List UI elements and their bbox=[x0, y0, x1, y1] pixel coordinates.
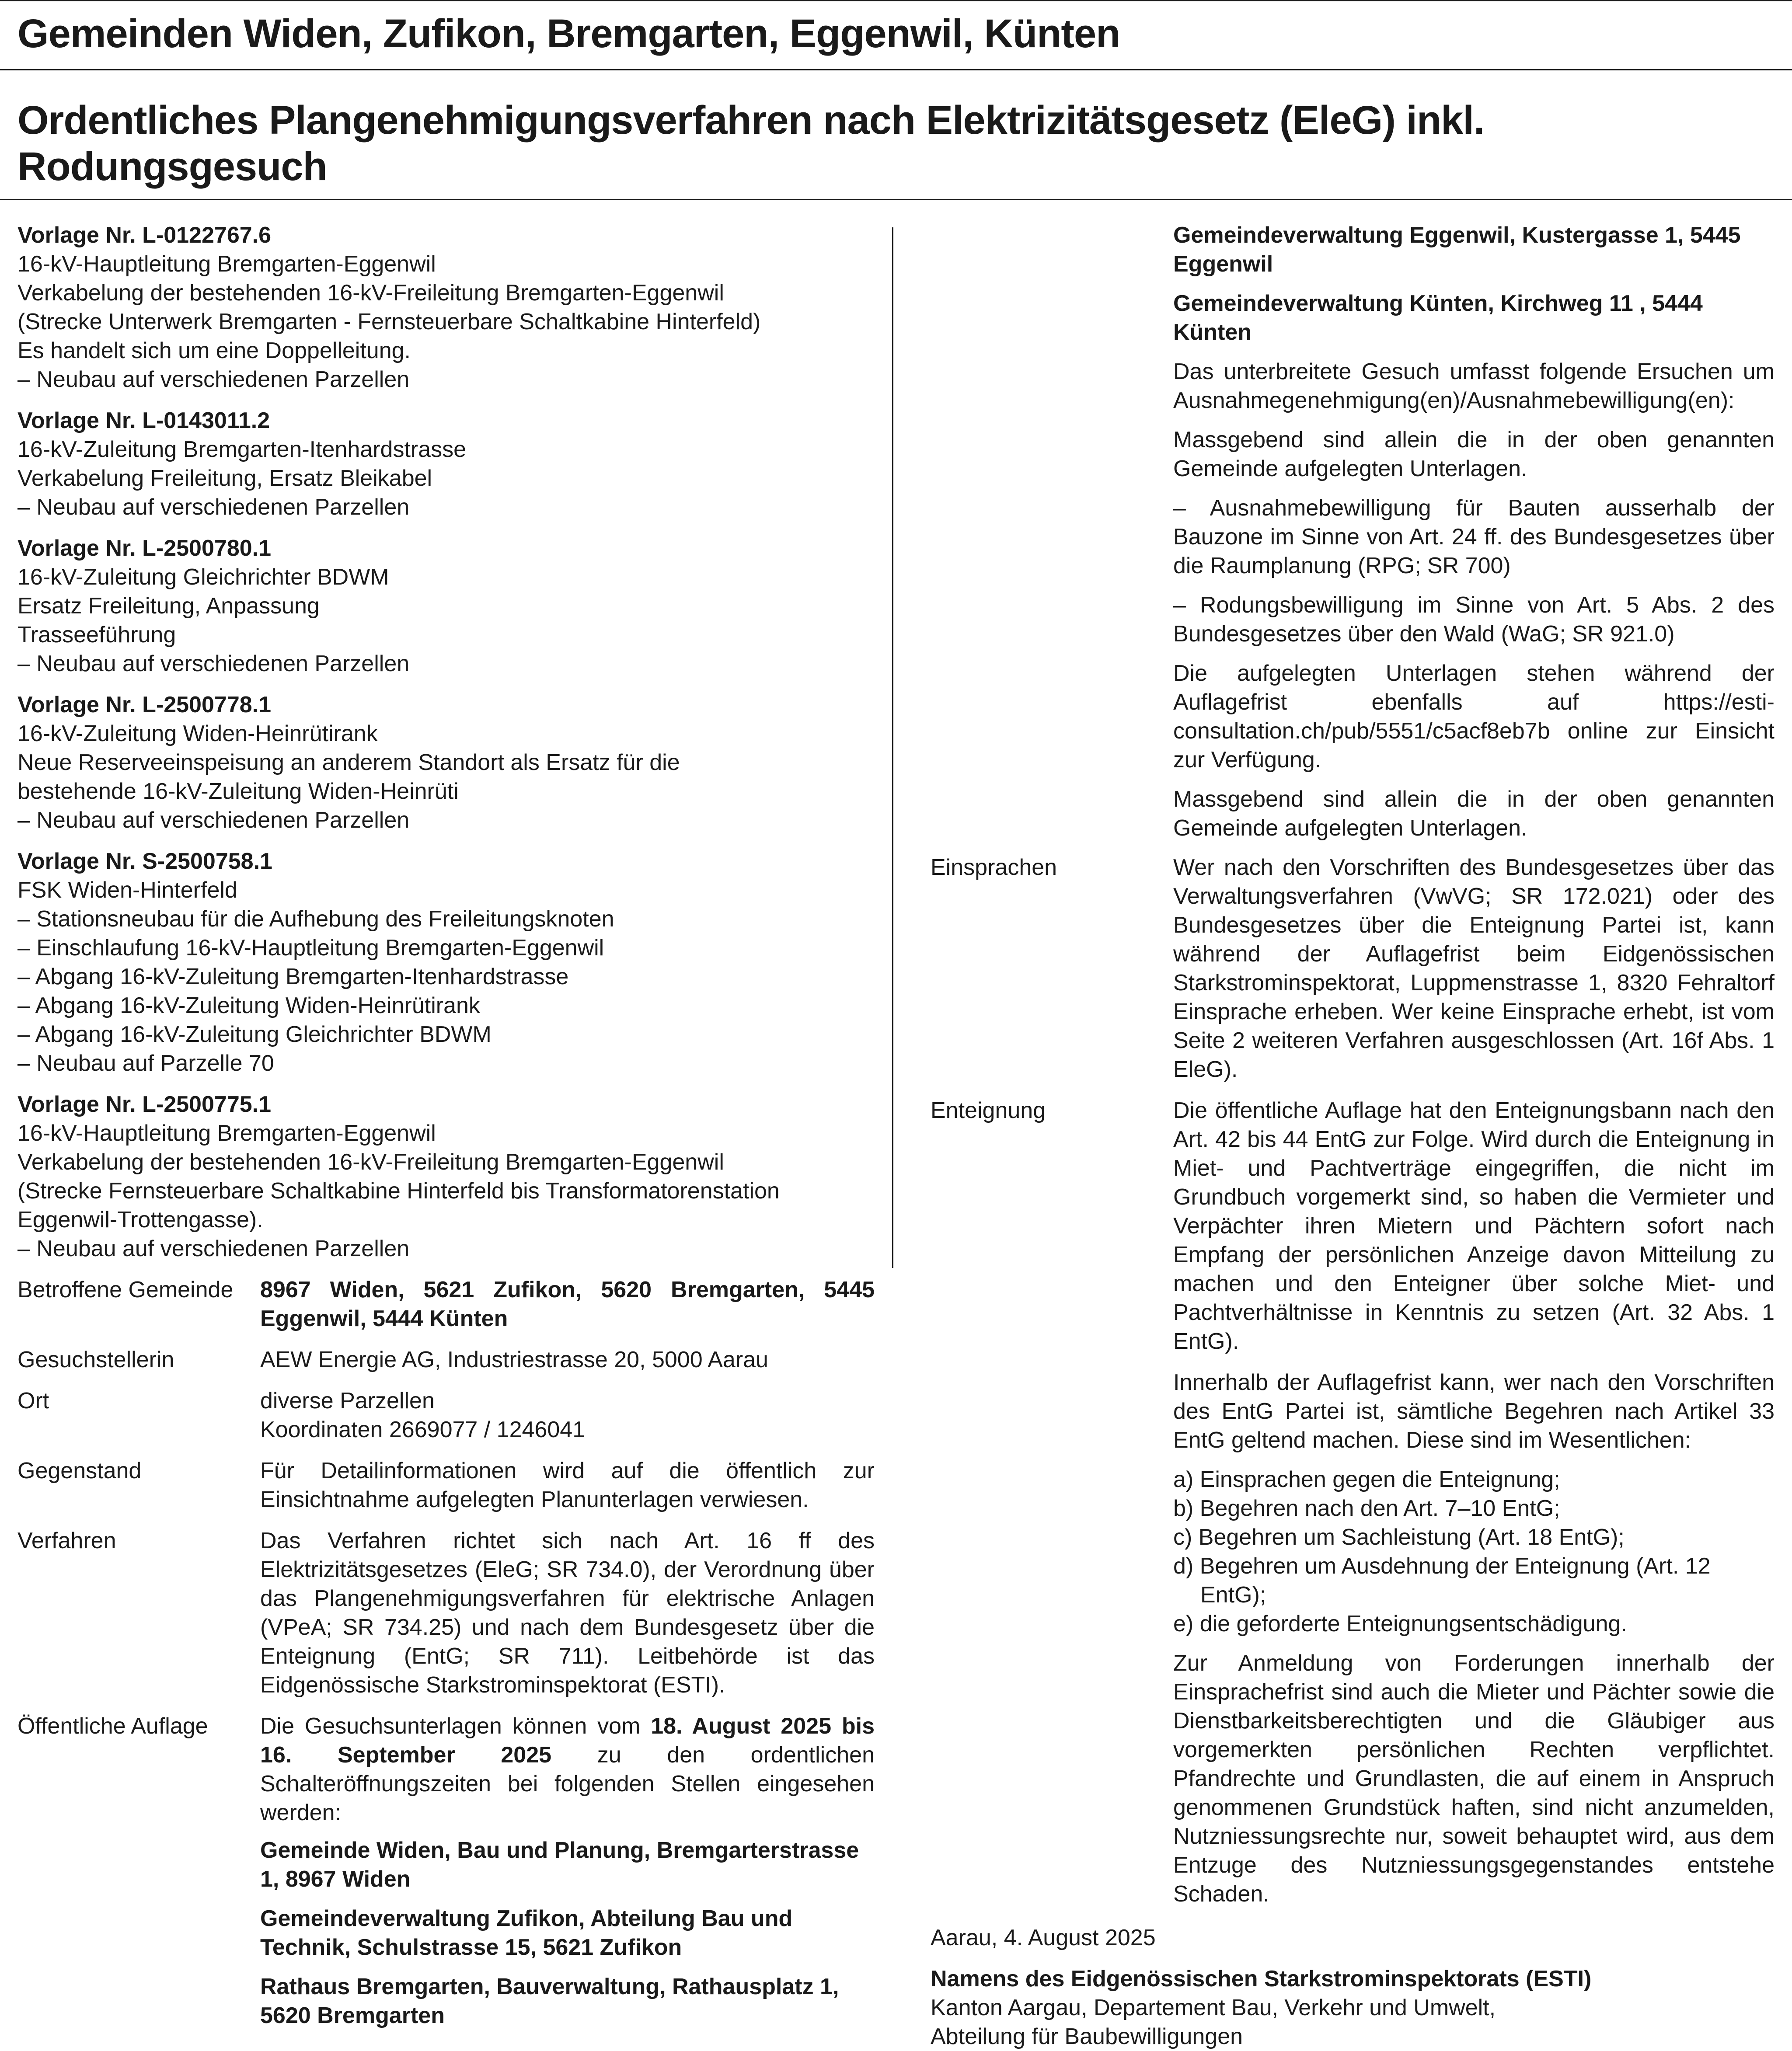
signature bbox=[931, 1964, 1775, 2051]
vorlage-line: 16-kV-Hauptleitung Bremgarten-Eggenwil bbox=[17, 1121, 436, 1146]
vorlage-line: Es handelt sich um eine Doppelleitung. bbox=[17, 338, 411, 363]
vorlage-line: bestehende 16-kV-Zuleitung Widen-Heinrüti bbox=[17, 779, 459, 804]
column-divider bbox=[892, 227, 893, 1268]
auflage-value: Die Gesuchsunterlagen können vom 18. August 2025 bis 16. September 2025 zu den ordentlichen Schalteröffnungszeiten bei folgenden Stellen eingesehen werden: bbox=[260, 1713, 875, 1825]
date-line: Aarau, 4. August 2025 bbox=[931, 1925, 1156, 1950]
vorlage-number: Vorlage Nr. L-2500778.1 bbox=[17, 692, 272, 717]
einsprachen-value: Wer nach den Vorschriften des Bundesgesetzes über das Verwaltungsverfahren (VwVG; SR 172.021) oder des Bundesgesetzes über die Enteignung Partei ist, kann während der Auflagefrist beim Eidgenössischen Starkstrominspektorat, Luppmenstrasse 1, 8320 Fehraltorf Einsprache erheben. Wer keine Einsprache erhebt, ist vom Seite 2 weiteren Verfahren ausgeschlossen (Art. 16f Abs. 1 EleG). bbox=[1173, 855, 1775, 1082]
vorlage-line: 16-kV-Hauptleitung Bremgarten-Eggenwil bbox=[17, 251, 436, 277]
vorlage-line: Verkabelung Freileitung, Ersatz Bleikabel bbox=[17, 466, 432, 491]
vorlage-number: Vorlage Nr. L-2500775.1 bbox=[17, 1092, 272, 1117]
betroffene-value: 8967 Widen, 5621 Zufikon, 5620 Bremgarten, 5445 Eggenwil, 5444 Künten bbox=[260, 1277, 875, 1331]
gegenstand-row bbox=[17, 1456, 875, 1514]
vorlage-line: FSK Widen-Hinterfeld bbox=[17, 878, 237, 903]
ort-label: Ort bbox=[17, 1388, 49, 1414]
vorlage-line: Verkabelung der bestehenden 16-kV-Freileitung Bremgarten-Eggenwil bbox=[17, 1149, 724, 1175]
vorlage-line: – Abgang 16-kV-Zuleitung Gleichrichter BDWM bbox=[17, 1022, 492, 1047]
vorlage-line: – Stationsneubau für die Aufhebung des Freileitungsknoten bbox=[17, 906, 614, 932]
vorlage-line: Eggenwil-Trottengasse). bbox=[17, 1207, 263, 1233]
list-item: c) Begehren um Sachleistung (Art. 18 EntG); bbox=[1173, 1525, 1625, 1550]
vorlage-block bbox=[17, 847, 875, 1078]
auflage-dates: 18. August 2025 bis 16. September 2025 bbox=[260, 1713, 875, 1768]
vorlage-line: – Neubau auf verschiedenen Parzellen bbox=[17, 808, 410, 833]
vorlage-line: 16-kV-Zuleitung Gleichrichter BDWM bbox=[17, 564, 389, 590]
vorlage-line: (Strecke Unterwerk Bremgarten - Fernsteuerbare Schaltkabine Hinterfeld) bbox=[17, 309, 761, 334]
anmeldung-paragraph: Zur Anmeldung von Forderungen innerhalb der Einsprachefrist sind auch die Mieter und Pächter sowie die Dienstbarkeitsberechtigten und die Gläubiger aus vorgemerkten persönlichen Rechten verpflichtet. Pfandrechte und Grundlasten, die auf einem in Anspruch genommenen Grundstück haften, sind nicht anzumelden, Nutzniessungsrechte nur, soweit behauptet wird, aus dem Entzuge des Nutzniessungsgegenstandes entstehe Schaden. bbox=[1173, 1651, 1775, 1907]
vorlage-line: – Abgang 16-kV-Zuleitung Widen-Heinrütirank bbox=[17, 993, 480, 1018]
enteignung-row bbox=[931, 1096, 1775, 1356]
stelle-bremgarten: Rathaus Bremgarten, Bauverwaltung, Rathausplatz 1, 5620 Bremgarten bbox=[260, 1974, 839, 2028]
online-paragraph: Die aufgelegten Unterlagen stehen während der Auflagefrist ebenfalls auf https://esti-consultation.ch/pub/5551/c5acf8eb7b online zur Einsicht zur Verfügung. bbox=[1173, 661, 1775, 773]
ausnahme-paragraph: – Ausnahmebewilligung für Bauten ausserhalb der Bauzone im Sinne von Art. 24 ff. des Bundesgesetzes über die Raumplanung (RPG; SR 700) bbox=[1173, 495, 1775, 578]
gesuch-row bbox=[17, 1345, 875, 1374]
vorlage-line: – Neubau auf verschiedenen Parzellen bbox=[17, 651, 410, 676]
vorlage-number: Vorlage Nr. L-0122767.6 bbox=[17, 223, 272, 248]
vorlage-block bbox=[17, 406, 875, 522]
vorlage-block bbox=[17, 221, 875, 394]
rodung-paragraph: – Rodungsbewilligung im Sinne von Art. 5 Abs. 2 des Bundesgesetzes über den Wald (WaG; SR 921.0) bbox=[1173, 592, 1775, 647]
vorlage-line: – Neubau auf verschiedenen Parzellen bbox=[17, 367, 410, 392]
list-item: a) Einsprachen gegen die Enteignung; bbox=[1173, 1467, 1560, 1492]
ort-row bbox=[17, 1386, 875, 1444]
enteignung-label: Enteignung bbox=[931, 1098, 1046, 1123]
vorlage-line: – Neubau auf verschiedenen Parzellen bbox=[17, 494, 410, 520]
verfahren-row bbox=[17, 1526, 875, 1699]
vorlage-line: – Neubau auf Parzelle 70 bbox=[17, 1051, 274, 1076]
massgebend-paragraph: Massgebend sind allein die in der oben genannten Gemeinde aufgelegten Unterlagen. bbox=[1173, 427, 1775, 481]
massgebend-paragraph-2: Massgebend sind allein die in der oben genannten Gemeinde aufgelegten Unterlagen. bbox=[1173, 787, 1775, 841]
title-rule bbox=[0, 199, 1792, 200]
gegenstand-label: Gegenstand bbox=[17, 1458, 142, 1483]
list-item: b) Begehren nach den Art. 7–10 EntG; bbox=[1173, 1496, 1560, 1521]
vorlage-line: Neue Reserveeinspeisung an anderem Standort als Ersatz für die bbox=[17, 750, 680, 775]
vorlage-block bbox=[17, 1090, 875, 1263]
vorlage-line: 16-kV-Zuleitung Widen-Heinrütirank bbox=[17, 721, 378, 746]
gegenstand-value: Für Detailinformationen wird auf die öffentlich zur Einsichtnahme aufgelegten Planunterlagen verwiesen. bbox=[260, 1458, 875, 1512]
page-title: Ordentliches Plangenehmigungsverfahren nach Elektrizitätsgesetz (EleG) inkl. Rodungsgesuch bbox=[17, 98, 1485, 189]
communes-heading: Gemeinden Widen, Zufikon, Bremgarten, Eggenwil, Künten bbox=[17, 11, 1120, 56]
signature-department: Kanton Aargau, Departement Bau, Verkehr und Umwelt, bbox=[931, 1995, 1496, 2020]
vorlage-line: – Einschlaufung 16-kV-Hauptleitung Bremgarten-Eggenwil bbox=[17, 935, 604, 961]
list-item: e) die geforderte Enteignungsentschädigung. bbox=[1173, 1611, 1627, 1637]
left-column bbox=[17, 221, 875, 2041]
gesuch-label: Gesuchstellerin bbox=[17, 1347, 174, 1372]
einsprachen-label: Einsprachen bbox=[931, 855, 1057, 880]
verfahren-value: Das Verfahren richtet sich nach Art. 16 ff des Elektrizitätsgesetzes (EleG; SR 734.0), der Verordnung über das Plangenehmigungsverfahren für elektrische Anlagen (VPeA; SR 734.25) und nach dem Bundesgesetz über die Enteignung (EntG; SR 711). Leitbehörde ist das Eidgenössische Starkstrominspektorat (ESTI). bbox=[260, 1528, 875, 1698]
vorlage-block bbox=[17, 534, 875, 678]
ersuchen-paragraph: Das unterbreitete Gesuch umfasst folgende Ersuchen um Ausnahmegenehmigung(en)/Ausnahmebewilligung(en): bbox=[1173, 359, 1775, 413]
einsprachen-row bbox=[931, 853, 1775, 1084]
enteignung-value: Die öffentliche Auflage hat den Enteignungsbann nach den Art. 42 bis 44 EntG zur Folge. Wird durch die Enteignung in Miet- und Pachtverträge eingegriffen, die nicht im Grundbuch vorgemerkt sind, so haben die Vermieter und Verpächter ihren Mietern und Pächtern sofort nach Empfang der persönlichen Anzeige davon Mitteilung zu machen und den Enteigner über solche Miet- und Pachtverhältnisse in Kenntnis zu setzen (Art. 32 Abs. 1 EntG). bbox=[1173, 1098, 1775, 1354]
vorlage-block bbox=[17, 690, 875, 835]
gesuch-value: AEW Energie AG, Industriestrasse 20, 5000 Aarau bbox=[260, 1347, 768, 1372]
right-column bbox=[931, 221, 1775, 2051]
vorlage-number: Vorlage Nr. L-2500780.1 bbox=[17, 536, 272, 561]
list-item: d) Begehren um Ausdehnung der Enteignung (Art. 12 EntG); bbox=[1173, 1553, 1711, 1608]
begehren-list bbox=[931, 1465, 1775, 1638]
signature-authority: Namens des Eidgenössischen Starkstrominspektorats (ESTI) bbox=[931, 1966, 1592, 1992]
stelle-eggenwil: Gemeindeverwaltung Eggenwil, Kustergasse 1, 5445 Eggenwil bbox=[1173, 223, 1741, 277]
auflage-row bbox=[17, 1712, 875, 1827]
ort-value: diverse Parzellen Koordinaten 2669077 / 1246041 bbox=[260, 1388, 586, 1442]
stelle-kuenten: Gemeindeverwaltung Künten, Kirchweg 11 , 5444 Künten bbox=[1173, 291, 1703, 345]
betroffene-label: Betroffene Gemeinde bbox=[17, 1277, 234, 1302]
vorlage-line: Verkabelung der bestehenden 16-kV-Freileitung Bremgarten-Eggenwil bbox=[17, 280, 724, 306]
vorlagen-list bbox=[17, 221, 875, 1263]
signature-division: Abteilung für Baubewilligungen bbox=[931, 2024, 1243, 2049]
vorlage-line: (Strecke Fernsteuerbare Schaltkabine Hinterfeld bis Transformatorenstation bbox=[17, 1178, 780, 1204]
vorlage-number: Vorlage Nr. L-0143011.2 bbox=[17, 408, 270, 433]
auflage-label: Öffentliche Auflage bbox=[17, 1713, 208, 1739]
stelle-widen: Gemeinde Widen, Bau und Planung, Bremgarterstrasse 1, 8967 Widen bbox=[260, 1838, 859, 1892]
heading-rule bbox=[0, 69, 1792, 70]
begehren-paragraph: Innerhalb der Auflagefrist kann, wer nach den Vorschriften des EntG Partei ist, sämtliche Begehren nach Artikel 33 EntG geltend machen. Diese sind im Wesentlichen: bbox=[1173, 1370, 1775, 1453]
top-rule bbox=[0, 0, 1792, 1]
verfahren-label: Verfahren bbox=[17, 1528, 116, 1553]
betroffene-row bbox=[17, 1275, 875, 1333]
vorlage-number: Vorlage Nr. S-2500758.1 bbox=[17, 849, 272, 874]
vorlage-line: Ersatz Freileitung, Anpassung bbox=[17, 593, 320, 619]
vorlage-line: 16-kV-Zuleitung Bremgarten-Itenhardstrasse bbox=[17, 437, 467, 462]
stelle-zufikon: Gemeindeverwaltung Zufikon, Abteilung Bau und Technik, Schulstrasse 15, 5621 Zufikon bbox=[260, 1906, 793, 1960]
vorlage-line: Trasseeführung bbox=[17, 622, 176, 648]
vorlage-line: – Abgang 16-kV-Zuleitung Bremgarten-Itenhardstrasse bbox=[17, 964, 569, 989]
vorlage-line: – Neubau auf verschiedenen Parzellen bbox=[17, 1236, 410, 1261]
